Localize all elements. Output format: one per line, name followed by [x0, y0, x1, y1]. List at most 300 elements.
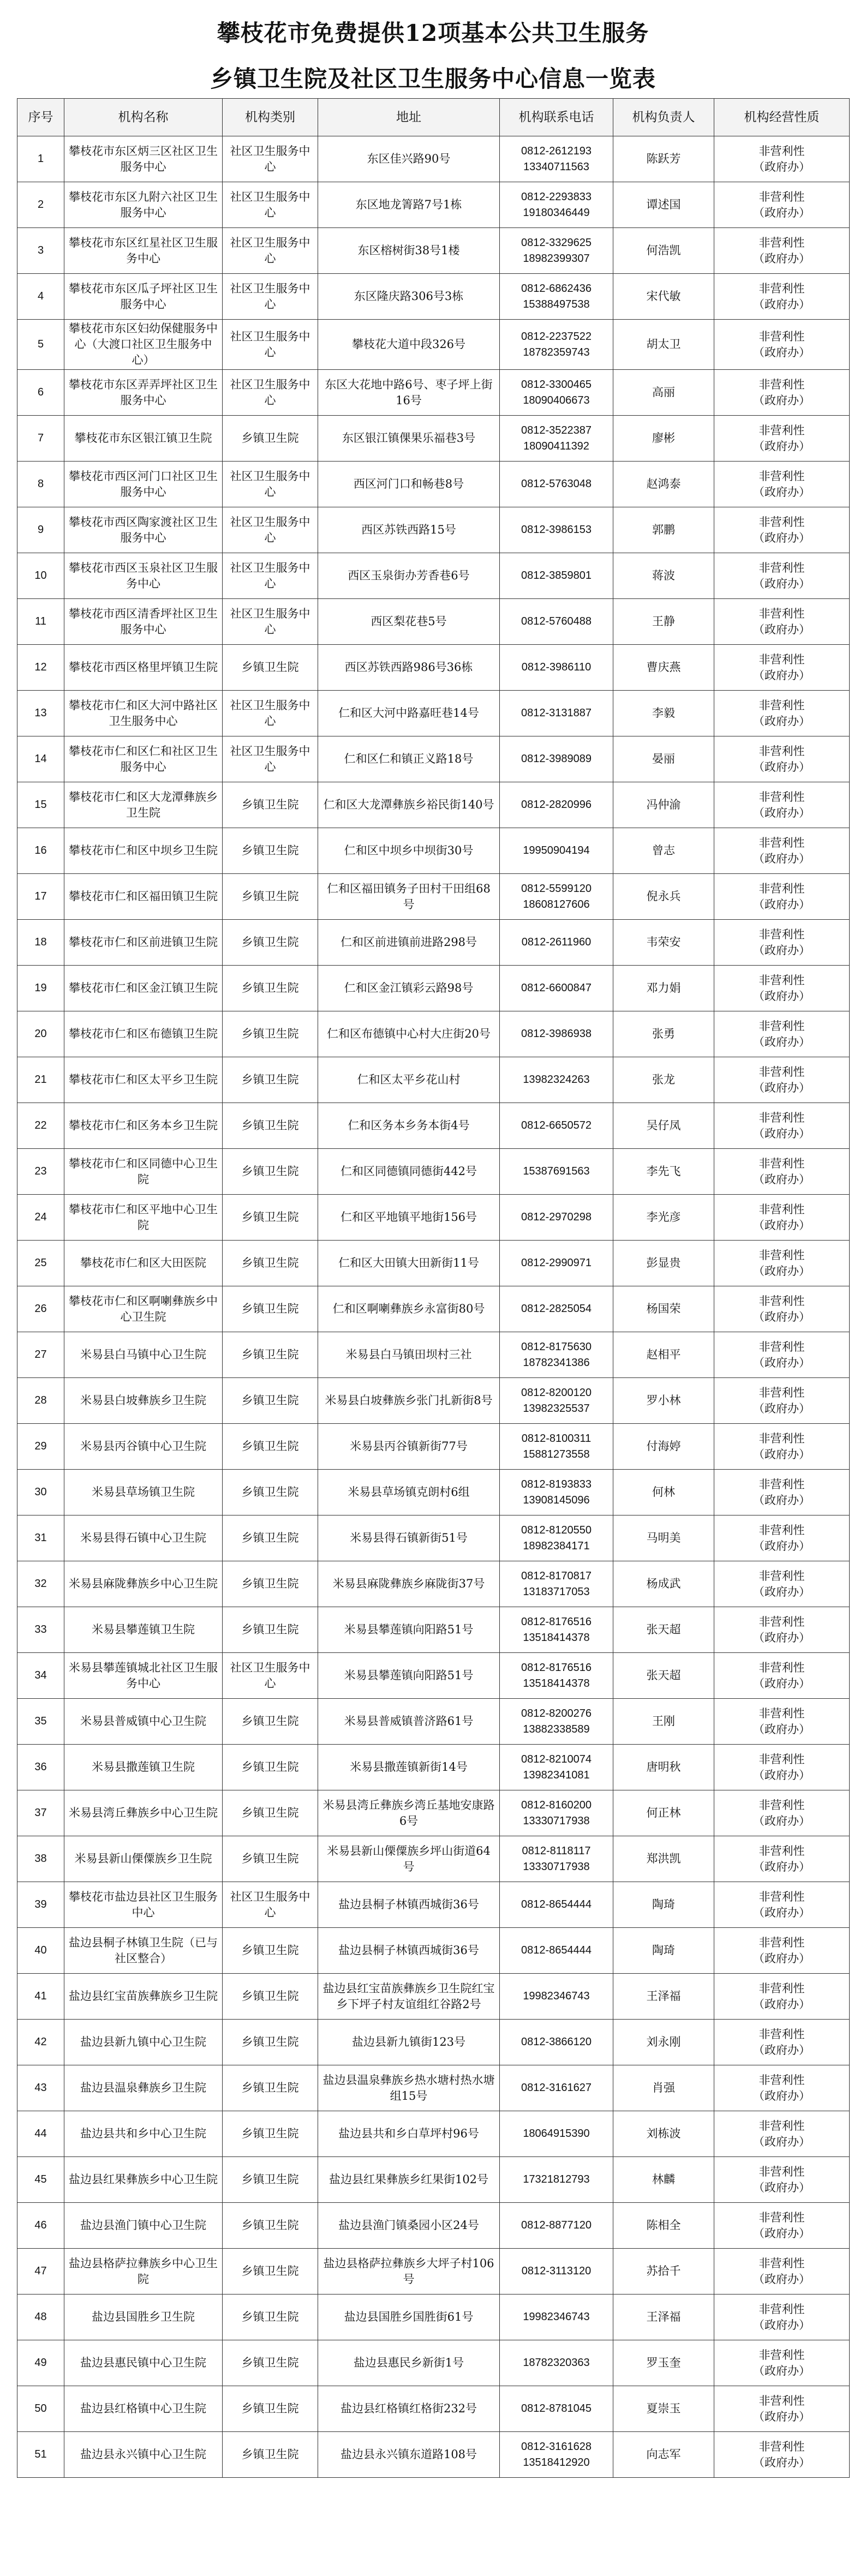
cell-leader: 王刚 — [613, 1699, 714, 1745]
cell-no: 23 — [17, 1149, 64, 1195]
cell-address: 盐边县桐子林镇西城街36号 — [318, 1928, 500, 1974]
cell-no: 8 — [17, 462, 64, 507]
cell-address: 东区隆庆路306号3栋 — [318, 274, 500, 320]
cell-leader: 夏崇玉 — [613, 2386, 714, 2432]
cell-no: 4 — [17, 274, 64, 320]
cell-no: 15 — [17, 782, 64, 828]
cell-nature: 非营利性 （政府办） — [714, 2111, 850, 2157]
cell-category: 乡镇卫生院 — [223, 1195, 318, 1241]
header-no: 序号 — [17, 99, 64, 136]
cell-leader: 韦荣安 — [613, 920, 714, 966]
table-row — [17, 599, 850, 645]
cell-category: 乡镇卫生院 — [223, 1515, 318, 1561]
cell-name: 盐边县惠民镇中心卫生院 — [64, 2340, 223, 2386]
cell-phone: 0812-8176516 13518414378 — [500, 1653, 613, 1699]
cell-name: 米易县普威镇中心卫生院 — [64, 1699, 223, 1745]
cell-no: 25 — [17, 1241, 64, 1286]
table-row — [17, 370, 850, 416]
cell-category: 乡镇卫生院 — [223, 2249, 318, 2295]
cell-no: 41 — [17, 1974, 64, 2020]
cell-leader: 何林 — [613, 1470, 714, 1515]
cell-name: 攀枝花市西区清香坪社区卫生服务中心 — [64, 599, 223, 645]
cell-address: 盐边县桐子林镇西城街36号 — [318, 1882, 500, 1928]
table-row — [17, 182, 850, 228]
cell-category: 社区卫生服务中心 — [223, 136, 318, 182]
cell-phone: 0812-3986153 — [500, 507, 613, 553]
cell-name: 攀枝花市东区妇幼保健服务中心（大渡口社区卫生服务中心） — [64, 320, 223, 370]
cell-name: 攀枝花市仁和区大河中路社区卫生服务中心 — [64, 691, 223, 736]
cell-address: 东区地龙箐路7号1栋 — [318, 182, 500, 228]
table-row — [17, 228, 850, 274]
cell-nature: 非营利性 （政府办） — [714, 782, 850, 828]
cell-category: 社区卫生服务中心 — [223, 320, 318, 370]
cell-no: 26 — [17, 1286, 64, 1332]
cell-nature: 非营利性 （政府办） — [714, 691, 850, 736]
cell-address: 仁和区中坝乡中坝街30号 — [318, 828, 500, 874]
cell-phone: 0812-8118117 13330717938 — [500, 1836, 613, 1882]
cell-address: 盐边县永兴镇东道路108号 — [318, 2432, 500, 2478]
cell-nature: 非营利性 （政府办） — [714, 599, 850, 645]
table-row — [17, 416, 850, 462]
cell-address: 仁和区同德镇同德街442号 — [318, 1149, 500, 1195]
cell-nature: 非营利性 （政府办） — [714, 2295, 850, 2340]
cell-leader: 陶琦 — [613, 1882, 714, 1928]
cell-leader: 林麟 — [613, 2157, 714, 2203]
cell-no: 44 — [17, 2111, 64, 2157]
cell-category: 乡镇卫生院 — [223, 2203, 318, 2249]
cell-no: 3 — [17, 228, 64, 274]
cell-phone: 0812-3131887 — [500, 691, 613, 736]
cell-phone: 0812-6650572 — [500, 1103, 613, 1149]
table-row — [17, 2295, 850, 2340]
cell-category: 乡镇卫生院 — [223, 966, 318, 1011]
cell-phone: 0812-3161627 — [500, 2065, 613, 2111]
table-row — [17, 320, 850, 370]
cell-category: 乡镇卫生院 — [223, 1149, 318, 1195]
cell-nature: 非营利性 （政府办） — [714, 1424, 850, 1470]
table-row — [17, 1928, 850, 1974]
table-row — [17, 2157, 850, 2203]
cell-category: 乡镇卫生院 — [223, 1790, 318, 1836]
cell-name: 盐边县共和乡中心卫生院 — [64, 2111, 223, 2157]
cell-leader: 曹庆燕 — [613, 645, 714, 691]
cell-name: 攀枝花市仁和区福田镇卫生院 — [64, 874, 223, 920]
cell-nature: 非营利性 （政府办） — [714, 1653, 850, 1699]
table-row — [17, 691, 850, 736]
cell-phone: 0812-5763048 — [500, 462, 613, 507]
cell-phone: 0812-2612193 13340711563 — [500, 136, 613, 182]
cell-leader: 宋代敏 — [613, 274, 714, 320]
cell-no: 20 — [17, 1011, 64, 1057]
table-row — [17, 1057, 850, 1103]
table-row — [17, 2340, 850, 2386]
cell-leader: 陶琦 — [613, 1928, 714, 1974]
cell-leader: 赵相平 — [613, 1332, 714, 1378]
cell-category: 社区卫生服务中心 — [223, 228, 318, 274]
cell-category: 乡镇卫生院 — [223, 1470, 318, 1515]
cell-nature: 非营利性 （政府办） — [714, 1103, 850, 1149]
cell-phone: 0812-8654444 — [500, 1882, 613, 1928]
table-row — [17, 274, 850, 320]
cell-address: 米易县攀莲镇向阳路51号 — [318, 1607, 500, 1653]
cell-name: 盐边县红宝苗族彝族乡卫生院 — [64, 1974, 223, 2020]
cell-category: 乡镇卫生院 — [223, 1011, 318, 1057]
cell-address: 西区玉泉街办芳香巷6号 — [318, 553, 500, 599]
cell-name: 攀枝花市西区格里坪镇卫生院 — [64, 645, 223, 691]
cell-address: 米易县新山傈僳族乡坪山街道64号 — [318, 1836, 500, 1882]
cell-phone: 0812-3986938 — [500, 1011, 613, 1057]
cell-name: 攀枝花市东区炳三区社区卫生服务中心 — [64, 136, 223, 182]
cell-nature: 非营利性 （政府办） — [714, 1149, 850, 1195]
cell-no: 31 — [17, 1515, 64, 1561]
table-row — [17, 1286, 850, 1332]
cell-phone: 13982324263 — [500, 1057, 613, 1103]
cell-category: 社区卫生服务中心 — [223, 274, 318, 320]
table-row — [17, 1699, 850, 1745]
table-body — [17, 136, 850, 2478]
cell-phone: 0812-3300465 18090406673 — [500, 370, 613, 416]
cell-leader: 张天超 — [613, 1607, 714, 1653]
table-row — [17, 1515, 850, 1561]
cell-leader: 苏拾千 — [613, 2249, 714, 2295]
cell-address: 仁和区仁和镇正义路18号 — [318, 736, 500, 782]
cell-category: 乡镇卫生院 — [223, 1836, 318, 1882]
cell-address: 米易县草场镇克朗村6组 — [318, 1470, 500, 1515]
cell-address: 西区苏铁西路15号 — [318, 507, 500, 553]
table-row — [17, 507, 850, 553]
cell-category: 社区卫生服务中心 — [223, 691, 318, 736]
cell-leader: 王静 — [613, 599, 714, 645]
cell-nature: 非营利性 （政府办） — [714, 136, 850, 182]
cell-name: 米易县湾丘彝族乡中心卫生院 — [64, 1790, 223, 1836]
cell-category: 乡镇卫生院 — [223, 416, 318, 462]
cell-name: 攀枝花市仁和区大龙潭彝族乡卫生院 — [64, 782, 223, 828]
table-row — [17, 2020, 850, 2065]
cell-leader: 刘栋波 — [613, 2111, 714, 2157]
table-row — [17, 1332, 850, 1378]
cell-leader: 彭显贵 — [613, 1241, 714, 1286]
cell-name: 盐边县渔门镇中心卫生院 — [64, 2203, 223, 2249]
cell-nature: 非营利性 （政府办） — [714, 1974, 850, 2020]
document-title-line1: 攀枝花市免费提供12项基本公共卫生服务 — [217, 20, 649, 46]
cell-phone: 0812-2611960 — [500, 920, 613, 966]
cell-category: 乡镇卫生院 — [223, 1974, 318, 2020]
cell-leader: 谭述国 — [613, 182, 714, 228]
cell-no: 13 — [17, 691, 64, 736]
cell-leader: 张勇 — [613, 1011, 714, 1057]
cell-address: 盐边县温泉彝族乡热水塘村热水塘组15号 — [318, 2065, 500, 2111]
cell-name: 米易县丙谷镇中心卫生院 — [64, 1424, 223, 1470]
cell-no: 32 — [17, 1561, 64, 1607]
cell-no: 51 — [17, 2432, 64, 2478]
cell-address: 仁和区大田镇大田新街11号 — [318, 1241, 500, 1286]
cell-name: 米易县白马镇中心卫生院 — [64, 1332, 223, 1378]
cell-phone: 0812-8100311 15881273558 — [500, 1424, 613, 1470]
cell-no: 28 — [17, 1378, 64, 1424]
cell-category: 乡镇卫生院 — [223, 2432, 318, 2478]
table-row — [17, 2432, 850, 2478]
table-row — [17, 462, 850, 507]
cell-address: 米易县麻陇彝族乡麻陇街37号 — [318, 1561, 500, 1607]
cell-leader: 郭鹏 — [613, 507, 714, 553]
header-leader: 机构负责人 — [613, 99, 714, 136]
cell-no: 17 — [17, 874, 64, 920]
cell-phone: 0812-3113120 — [500, 2249, 613, 2295]
cell-address: 米易县白马镇田坝村三社 — [318, 1332, 500, 1378]
cell-category: 乡镇卫生院 — [223, 2020, 318, 2065]
table-row — [17, 782, 850, 828]
cell-leader: 何正林 — [613, 1790, 714, 1836]
cell-nature: 非营利性 （政府办） — [714, 370, 850, 416]
cell-category: 乡镇卫生院 — [223, 1378, 318, 1424]
cell-no: 16 — [17, 828, 64, 874]
cell-name: 攀枝花市东区红星社区卫生服务中心 — [64, 228, 223, 274]
table-row — [17, 1011, 850, 1057]
cell-no: 40 — [17, 1928, 64, 1974]
cell-no: 39 — [17, 1882, 64, 1928]
cell-phone: 18782320363 — [500, 2340, 613, 2386]
cell-phone: 0812-3866120 — [500, 2020, 613, 2065]
cell-category: 乡镇卫生院 — [223, 1607, 318, 1653]
cell-name: 攀枝花市仁和区前进镇卫生院 — [64, 920, 223, 966]
cell-no: 30 — [17, 1470, 64, 1515]
cell-no: 36 — [17, 1745, 64, 1790]
cell-name: 攀枝花市东区银江镇卫生院 — [64, 416, 223, 462]
table-row — [17, 2249, 850, 2295]
table-row — [17, 1836, 850, 1882]
cell-category: 乡镇卫生院 — [223, 645, 318, 691]
cell-leader: 罗小林 — [613, 1378, 714, 1424]
cell-address: 东区榕树街38号1楼 — [318, 228, 500, 274]
cell-leader: 唐明秋 — [613, 1745, 714, 1790]
cell-category: 乡镇卫生院 — [223, 1928, 318, 1974]
cell-phone: 19950904194 — [500, 828, 613, 874]
cell-leader: 晏丽 — [613, 736, 714, 782]
cell-category: 社区卫生服务中心 — [223, 736, 318, 782]
cell-nature: 非营利性 （政府办） — [714, 1745, 850, 1790]
cell-name: 盐边县国胜乡卫生院 — [64, 2295, 223, 2340]
cell-nature: 非营利性 （政府办） — [714, 2065, 850, 2111]
table-row — [17, 966, 850, 1011]
cell-name: 盐边县温泉彝族乡卫生院 — [64, 2065, 223, 2111]
cell-name: 攀枝花市仁和区布德镇卫生院 — [64, 1011, 223, 1057]
cell-leader: 赵鸿泰 — [613, 462, 714, 507]
cell-phone: 0812-6600847 — [500, 966, 613, 1011]
cell-name: 攀枝花市仁和区同德中心卫生院 — [64, 1149, 223, 1195]
cell-nature: 非营利性 （政府办） — [714, 1011, 850, 1057]
cell-nature: 非营利性 （政府办） — [714, 228, 850, 274]
cell-leader: 马明美 — [613, 1515, 714, 1561]
cell-leader: 肖强 — [613, 2065, 714, 2111]
cell-phone: 0812-8176516 13518414378 — [500, 1607, 613, 1653]
cell-nature: 非营利性 （政府办） — [714, 1790, 850, 1836]
cell-name: 攀枝花市仁和区务本乡卫生院 — [64, 1103, 223, 1149]
cell-no: 5 — [17, 320, 64, 370]
cell-nature: 非营利性 （政府办） — [714, 736, 850, 782]
cell-address: 东区佳兴路90号 — [318, 136, 500, 182]
cell-name: 攀枝花市西区河门口社区卫生服务中心 — [64, 462, 223, 507]
cell-name: 盐边县桐子林镇卫生院（已与社区整合） — [64, 1928, 223, 1974]
cell-phone: 0812-2970298 — [500, 1195, 613, 1241]
cell-name: 米易县攀莲镇卫生院 — [64, 1607, 223, 1653]
cell-address: 仁和区布德镇中心村大庄街20号 — [318, 1011, 500, 1057]
cell-address: 盐边县红宝苗族彝族乡卫生院红宝乡下坪子村友谊组红谷路2号 — [318, 1974, 500, 2020]
cell-name: 攀枝花市仁和区太平乡卫生院 — [64, 1057, 223, 1103]
cell-leader: 李毅 — [613, 691, 714, 736]
cell-nature: 非营利性 （政府办） — [714, 2340, 850, 2386]
cell-phone: 0812-6862436 15388497538 — [500, 274, 613, 320]
cell-name: 米易县新山傈僳族乡卫生院 — [64, 1836, 223, 1882]
cell-phone: 19982346743 — [500, 1974, 613, 2020]
header-address: 地址 — [318, 99, 500, 136]
cell-name: 攀枝花市仁和区仁和社区卫生服务中心 — [64, 736, 223, 782]
header-nature: 机构经营性质 — [714, 99, 850, 136]
cell-no: 50 — [17, 2386, 64, 2432]
cell-leader: 付海婷 — [613, 1424, 714, 1470]
cell-phone: 19982346743 — [500, 2295, 613, 2340]
cell-category: 乡镇卫生院 — [223, 782, 318, 828]
table-header-row — [17, 99, 850, 136]
cell-name: 攀枝花市仁和区大田医院 — [64, 1241, 223, 1286]
cell-phone: 0812-2237522 18782359743 — [500, 320, 613, 370]
cell-nature: 非营利性 （政府办） — [714, 2249, 850, 2295]
cell-category: 社区卫生服务中心 — [223, 1882, 318, 1928]
cell-phone: 0812-3986110 — [500, 645, 613, 691]
cell-leader: 冯仲渝 — [613, 782, 714, 828]
cell-address: 仁和区太平乡花山村 — [318, 1057, 500, 1103]
cell-phone: 0812-3161628 13518412920 — [500, 2432, 613, 2478]
cell-leader: 刘永刚 — [613, 2020, 714, 2065]
cell-address: 盐边县新九镇街123号 — [318, 2020, 500, 2065]
cell-category: 社区卫生服务中心 — [223, 182, 318, 228]
cell-leader: 胡太卫 — [613, 320, 714, 370]
cell-category: 乡镇卫生院 — [223, 1241, 318, 1286]
cell-address: 米易县攀莲镇向阳路51号 — [318, 1653, 500, 1699]
cell-no: 7 — [17, 416, 64, 462]
cell-nature: 非营利性 （政府办） — [714, 1561, 850, 1607]
cell-phone: 0812-8120550 18982384171 — [500, 1515, 613, 1561]
cell-address: 米易县撒莲镇新街14号 — [318, 1745, 500, 1790]
cell-address: 米易县得石镇新街51号 — [318, 1515, 500, 1561]
cell-leader: 倪永兵 — [613, 874, 714, 920]
cell-phone: 0812-8200276 13882338589 — [500, 1699, 613, 1745]
cell-category: 乡镇卫生院 — [223, 828, 318, 874]
table-row — [17, 1424, 850, 1470]
cell-address: 西区梨花巷5号 — [318, 599, 500, 645]
cell-address: 东区大花地中路6号、枣子坪上街16号 — [318, 370, 500, 416]
cell-category: 乡镇卫生院 — [223, 1424, 318, 1470]
table-row — [17, 2065, 850, 2111]
cell-nature: 非营利性 （政府办） — [714, 1882, 850, 1928]
cell-no: 14 — [17, 736, 64, 782]
cell-no: 33 — [17, 1607, 64, 1653]
cell-no: 2 — [17, 182, 64, 228]
cell-leader: 张龙 — [613, 1057, 714, 1103]
cell-no: 48 — [17, 2295, 64, 2340]
cell-nature: 非营利性 （政府办） — [714, 1195, 850, 1241]
cell-category: 乡镇卫生院 — [223, 1561, 318, 1607]
cell-leader: 杨成武 — [613, 1561, 714, 1607]
cell-nature: 非营利性 （政府办） — [714, 2020, 850, 2065]
cell-address: 盐边县国胜乡国胜街61号 — [318, 2295, 500, 2340]
cell-phone: 0812-5599120 18608127606 — [500, 874, 613, 920]
cell-nature: 非营利性 （政府办） — [714, 1515, 850, 1561]
cell-phone: 0812-2820996 — [500, 782, 613, 828]
cell-name: 攀枝花市仁和区中坝乡卫生院 — [64, 828, 223, 874]
table-row — [17, 645, 850, 691]
cell-no: 49 — [17, 2340, 64, 2386]
table-row — [17, 1653, 850, 1699]
cell-address: 盐边县红果彝族乡红果街102号 — [318, 2157, 500, 2203]
cell-nature: 非营利性 （政府办） — [714, 966, 850, 1011]
cell-nature: 非营利性 （政府办） — [714, 462, 850, 507]
cell-phone: 15387691563 — [500, 1149, 613, 1195]
cell-nature: 非营利性 （政府办） — [714, 1241, 850, 1286]
cell-phone: 0812-2990971 — [500, 1241, 613, 1286]
table-row — [17, 1195, 850, 1241]
cell-address: 西区苏铁西路986号36栋 — [318, 645, 500, 691]
cell-name: 攀枝花市西区玉泉社区卫生服务中心 — [64, 553, 223, 599]
cell-leader: 曾志 — [613, 828, 714, 874]
cell-phone: 0812-2825054 — [500, 1286, 613, 1332]
cell-category: 社区卫生服务中心 — [223, 1653, 318, 1699]
header-phone: 机构联系电话 — [500, 99, 613, 136]
cell-no: 35 — [17, 1699, 64, 1745]
cell-no: 38 — [17, 1836, 64, 1882]
cell-nature: 非营利性 （政府办） — [714, 1470, 850, 1515]
cell-no: 29 — [17, 1424, 64, 1470]
cell-nature: 非营利性 （政府办） — [714, 182, 850, 228]
cell-name: 攀枝花市东区弄弄坪社区卫生服务中心 — [64, 370, 223, 416]
cell-address: 盐边县格萨拉彝族乡大坪子村106号 — [318, 2249, 500, 2295]
cell-leader: 李先飞 — [613, 1149, 714, 1195]
document-title-line2: 乡镇卫生院及社区卫生服务中心信息一览表 — [210, 65, 656, 92]
cell-category: 乡镇卫生院 — [223, 1332, 318, 1378]
cell-nature: 非营利性 （政府办） — [714, 274, 850, 320]
cell-address: 仁和区福田镇务子田村干田组68号 — [318, 874, 500, 920]
cell-address: 盐边县惠民乡新街1号 — [318, 2340, 500, 2386]
header-category: 机构类别 — [223, 99, 318, 136]
cell-no: 24 — [17, 1195, 64, 1241]
cell-phone: 0812-8654444 — [500, 1928, 613, 1974]
cell-phone: 0812-8200120 13982325537 — [500, 1378, 613, 1424]
table-row — [17, 1241, 850, 1286]
cell-leader: 郑洪凯 — [613, 1836, 714, 1882]
table-row — [17, 920, 850, 966]
cell-name: 攀枝花市东区九附六社区卫生服务中心 — [64, 182, 223, 228]
cell-address: 仁和区务本乡务本街4号 — [318, 1103, 500, 1149]
cell-address: 西区河门口和畅巷8号 — [318, 462, 500, 507]
institution-table — [17, 98, 850, 2478]
table-row — [17, 1470, 850, 1515]
cell-nature: 非营利性 （政府办） — [714, 320, 850, 370]
cell-no: 47 — [17, 2249, 64, 2295]
cell-leader: 向志军 — [613, 2432, 714, 2478]
cell-leader: 杨国荣 — [613, 1286, 714, 1332]
cell-phone: 0812-3329625 18982399307 — [500, 228, 613, 274]
cell-category: 社区卫生服务中心 — [223, 599, 318, 645]
cell-address: 仁和区金江镇彩云路98号 — [318, 966, 500, 1011]
table-row — [17, 1378, 850, 1424]
cell-address: 盐边县共和乡白草坪村96号 — [318, 2111, 500, 2157]
table-row — [17, 1149, 850, 1195]
table-row — [17, 2386, 850, 2432]
cell-address: 仁和区前进镇前进路298号 — [318, 920, 500, 966]
cell-name: 盐边县永兴镇中心卫生院 — [64, 2432, 223, 2478]
cell-nature: 非营利性 （政府办） — [714, 507, 850, 553]
cell-category: 社区卫生服务中心 — [223, 553, 318, 599]
cell-nature: 非营利性 （政府办） — [714, 1286, 850, 1332]
